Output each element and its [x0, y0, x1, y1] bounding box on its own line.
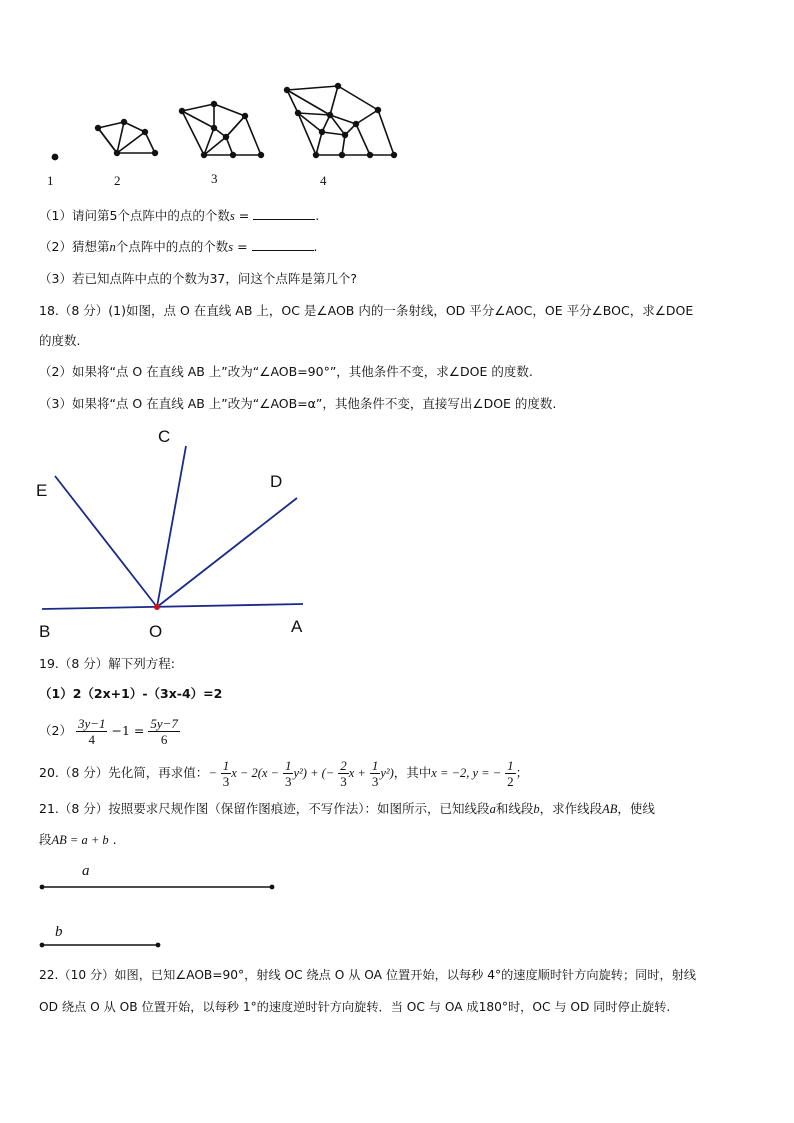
segment-b-label: b [55, 924, 63, 940]
expr: − [208, 766, 217, 780]
denominator: 4 [88, 732, 95, 747]
q18-part3: （3）如果将“点 O 在直线 AB 上”改为“∠AOB=α”，其他条件不变，直接写出∠DOE 的度数. [39, 396, 557, 411]
minus-one-equals: −1 = [111, 723, 145, 738]
numerator: 3y−1 [77, 716, 106, 731]
expr: x − 2(x − [231, 766, 279, 780]
expr: y²) [380, 766, 394, 780]
var-s: s [228, 240, 234, 254]
q21-text: ，求作线段 [539, 801, 603, 816]
period: . [315, 208, 320, 223]
equals: = [233, 239, 252, 254]
var-s: s [229, 209, 235, 223]
q17-part2 [39, 238, 318, 255]
numerator: 1 [284, 758, 292, 773]
q22-line1: 22.（10 分）如图，已知∠AOB=90°，射线 OC 绕点 O 从 OA 位置开始，以每秒 4°的速度顺时针方向旋转；同时，射线 [39, 968, 697, 982]
dot-pattern-3 [182, 104, 261, 155]
fraction [76, 716, 108, 747]
figure-label-1: 1 [47, 173, 54, 188]
var-ab: AB [602, 802, 618, 816]
label-d: D [270, 472, 283, 491]
q21-line1 [39, 801, 655, 817]
q22-line2: OD 绕点 O 从 OB 位置开始，以每秒 1°的速度逆时针方向旋转．当 OC 与 OA 成180°时，OC 与 OD 同时停止旋转. [39, 1000, 671, 1014]
q21-text: 21.（8 分）按照要求尺规作图（保留作图痕迹，不写作法）：如图所示，已知线段 [39, 801, 490, 816]
denominator: 3 [222, 774, 230, 789]
point-o [154, 604, 160, 610]
q18-part2: （2）如果将“点 O 在直线 AB 上”改为“∠AOB=90°”，其他条件不变，求∠DOE 的度数. [39, 364, 533, 379]
q17-p2-mid: 个点阵中的点的个数 [115, 239, 229, 254]
q20-prefix: 20.（8 分）先化简，再求值： [39, 765, 209, 780]
numerator: 1 [222, 758, 230, 773]
q20-mid: ，其中 [393, 765, 432, 780]
numerator: 1 [371, 758, 379, 773]
label-e: E [36, 481, 48, 500]
fraction [148, 716, 180, 747]
ray-oc [157, 446, 186, 607]
expr-ab: AB = a + b [51, 833, 109, 847]
q19-p2-prefix: （2） [39, 723, 72, 738]
label-c: C [158, 427, 171, 446]
q18-line1: 18.（8 分）(1)如图，点 O 在直线 AB 上，OC 是∠AOB 内的一条射线，OD 平分∠AOC，OE 平分∠BOC，求∠DOE [39, 303, 694, 318]
q19-part2 [39, 712, 180, 752]
dot-pattern-2 [98, 122, 155, 153]
q20-line [39, 754, 528, 794]
semicolon: ； [515, 765, 529, 780]
answer-blank[interactable] [252, 238, 314, 251]
q21-text: 段 [39, 832, 52, 847]
condition: x = −2, y = − [431, 766, 502, 780]
fraction [505, 758, 516, 789]
q18-angle-figure [0, 420, 794, 650]
dot-pattern-figures [0, 0, 794, 200]
q17-part1 [39, 207, 319, 224]
q17-part3: （3）若已知点阵中点的个数为37，问这个点阵是第几个? [39, 271, 357, 286]
q21-segments [0, 860, 794, 960]
figure-label-4: 4 [320, 173, 327, 188]
q21-text: 和线段 [495, 801, 534, 816]
numerator: 1 [507, 758, 514, 773]
period: . [108, 832, 117, 847]
q19-part1: （1）2（2x+1）-（3x-4）=2 [39, 686, 223, 701]
segment-a-label: a [82, 863, 90, 879]
q17-p1-prefix: （1）请问第5个点阵中的点的个数 [39, 208, 230, 223]
ray-od [157, 498, 297, 607]
q21-text: ，使线 [617, 801, 655, 816]
fraction [283, 758, 294, 789]
line-ba [42, 604, 303, 609]
q17-p2-prefix: （2）猜想第 [39, 239, 110, 254]
denominator: 2 [507, 774, 514, 789]
label-o: O [149, 622, 163, 641]
equals: = [234, 208, 254, 223]
fraction [370, 758, 381, 789]
expr: x + [348, 766, 366, 780]
q21-line2 [39, 832, 117, 848]
fraction [338, 758, 349, 789]
label-b: B [39, 622, 51, 641]
numerator: 2 [340, 758, 347, 773]
expr: y²) + (− [293, 766, 335, 780]
denominator: 3 [371, 774, 379, 789]
period: . [313, 239, 318, 254]
q18-line2: 的度数. [39, 333, 81, 348]
ray-oe [55, 476, 157, 607]
dot-pattern-4 [287, 86, 394, 155]
label-a: A [291, 617, 303, 636]
figure-label-3: 3 [211, 171, 218, 186]
denominator: 3 [340, 774, 347, 789]
var-a: a [489, 802, 496, 816]
var-b: b [533, 802, 540, 816]
denominator: 6 [160, 732, 168, 747]
var-n: n [109, 240, 116, 254]
answer-blank[interactable] [253, 207, 315, 220]
fraction [221, 758, 232, 789]
q19-title: 19.（8 分）解下列方程: [39, 656, 176, 671]
denominator: 3 [284, 774, 292, 789]
figure-label-2: 2 [114, 173, 121, 188]
numerator: 5y−7 [150, 716, 178, 731]
